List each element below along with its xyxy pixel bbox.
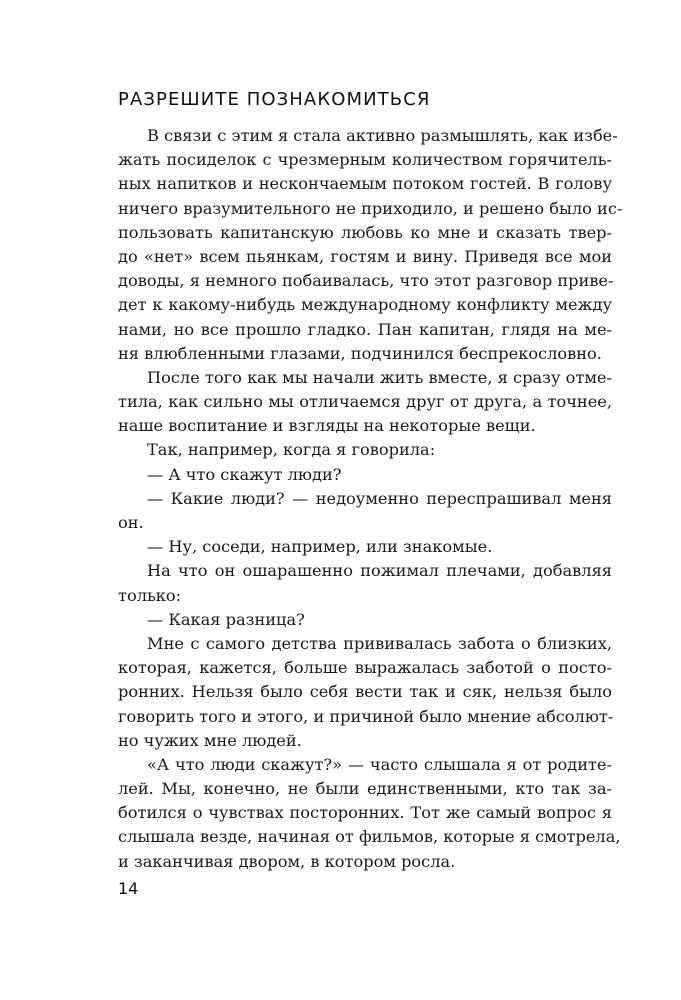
text-line: На что он ошарашенно пожимал плечами, добавляя: [147, 561, 612, 581]
text-line: доводы, я немного побаивалась, что этот разговор приве-: [118, 271, 614, 291]
text-line: ня влюбленными глазами, подчинился беспрекословно.: [118, 343, 602, 363]
text-line: только:: [118, 585, 182, 605]
text-line: наше воспитание и взгляды на некоторые вещи.: [118, 416, 536, 436]
text-line: пользовать капитанскую любовь ко мне и сказать твер-: [118, 222, 612, 242]
text-line: которая, кажется, больше выражалась заботой о посто-: [118, 658, 612, 678]
text-line: дет к какому-нибудь международному конфликту между: [118, 295, 612, 315]
text-line: до «нет» всем пьянкам, гостям и вину. Приведя все мои: [118, 246, 612, 266]
text-line: лей. Мы, конечно, не были единственными, кто так за-: [118, 779, 612, 799]
running-head: РАЗРЕШИТЕ ПОЗНАКОМИТЬСЯ: [118, 89, 431, 110]
text-line: — А что скажут люди?: [147, 464, 342, 484]
text-line: После того как мы начали жить вместе, я сразу отме-: [147, 367, 612, 387]
text-line: ных напитков и нескончаемым потоком гостей. В голову: [118, 174, 612, 194]
text-line: и заканчивая двором, в котором росла.: [118, 851, 456, 871]
text-line: говорить того и этого, и причиной было мнение абсолют-: [118, 706, 614, 726]
text-line: Мне с самого детства прививалась забота о близких,: [147, 633, 612, 653]
text-line: ничего вразумительного не приходило, и решено было ис-: [118, 198, 623, 218]
text-line: ронних. Нельзя было себя вести так и сяк, нельзя было: [118, 682, 612, 702]
text-line: — Какие люди? — недоуменно переспрашивал меня: [147, 488, 612, 508]
text-line: В связи с этим я стала активно размышлять, как избе-: [147, 126, 618, 145]
page-number: 14: [118, 879, 139, 898]
text-line: — Ну, соседи, например, или знакомые.: [147, 537, 493, 557]
text-line: нами, но все прошло гладко. Пан капитан, глядя на ме-: [118, 319, 612, 339]
text-line: тила, как сильно мы отличаемся друг от друга, а точнее,: [118, 392, 612, 412]
text-line: он.: [118, 513, 144, 532]
text-line: ботился о чувствах посторонних. Тот же самый вопрос я: [118, 803, 612, 823]
text-line: «А что люди скажут?» — часто слышала я от родите-: [147, 754, 612, 774]
text-line: слышала везде, начиная от фильмов, которые я смотрела,: [118, 827, 621, 847]
body-text: [118, 124, 623, 874]
text-line: жать посиделок с чрезмерным количеством горячитель-: [118, 150, 612, 170]
text-line: Так, например, когда я говорила:: [147, 440, 436, 460]
text-line: но чужих мне людей.: [118, 730, 302, 750]
text-line: — Какая разница?: [147, 609, 305, 629]
